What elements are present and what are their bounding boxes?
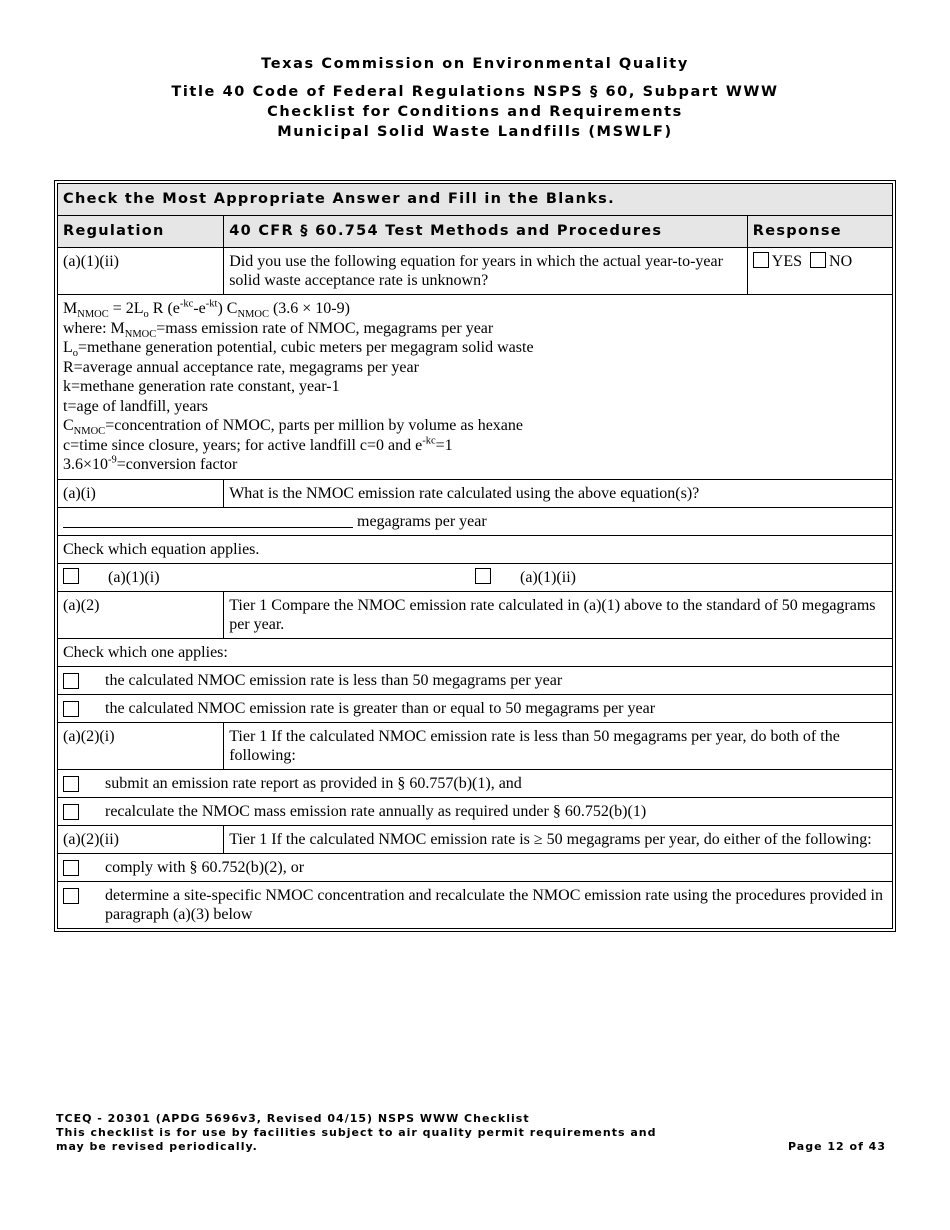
agency-name: Texas Commission on Environmental Quality bbox=[261, 56, 689, 72]
comply-label: comply with § 60.752(b)(2), or bbox=[105, 858, 305, 876]
yes-label: YES bbox=[771, 253, 803, 270]
a1ii-label: (a)(1)(ii) bbox=[520, 568, 576, 586]
row-a1ii bbox=[58, 248, 893, 295]
where-line: where: $M_{NMOC}=mass$ emission rate of NMOC, megagrams per year bbox=[63, 319, 494, 340]
col-response: Response bbox=[747, 216, 892, 248]
check-equation-row bbox=[58, 535, 893, 563]
option-greater-row bbox=[58, 694, 893, 722]
submit-checkbox[interactable] bbox=[63, 776, 79, 792]
col-regulation: Regulation bbox=[58, 216, 224, 248]
a1i-checkbox[interactable] bbox=[63, 568, 79, 584]
yes-checkbox[interactable] bbox=[753, 252, 769, 268]
conversion-line: $3.6\times 10^{-9}=conversion$ factor bbox=[63, 454, 238, 473]
option-less-row bbox=[58, 666, 893, 694]
lo-line: $L_o=methane$ generation potential, cubic meters per megagram solid waste bbox=[63, 339, 534, 360]
option-comply-row bbox=[58, 853, 893, 881]
no-label: NO bbox=[829, 253, 853, 270]
reg-a1ii: (a)(1)(ii) bbox=[58, 248, 224, 295]
k-line: k=methane generation rate constant, year-1 bbox=[63, 378, 340, 395]
checklist-table bbox=[57, 183, 893, 929]
equation-options-cell bbox=[58, 563, 893, 591]
option-recalc-row bbox=[58, 797, 893, 825]
column-header-row bbox=[58, 216, 893, 248]
no-checkbox[interactable] bbox=[810, 252, 826, 268]
row-a2ii bbox=[58, 825, 893, 853]
determine-label: determine a site-specific NMOC concentration and recalculate the NMOC emission rate using the procedures provided in paragraph (a)(3) below bbox=[105, 886, 883, 923]
submit-label: submit an emission rate report as provided in § 60.757(b)(1), and bbox=[105, 774, 522, 792]
r-line: R=average annual acceptance rate, megagrams per year bbox=[63, 358, 419, 376]
emission-rate-blank[interactable] bbox=[63, 513, 353, 528]
row-ai bbox=[58, 479, 893, 507]
col-methods: 40 CFR § 60.754 Test Methods and Procedures bbox=[224, 216, 748, 248]
page-header bbox=[0, 56, 950, 142]
less-checkbox[interactable] bbox=[63, 673, 79, 689]
greater-checkbox[interactable] bbox=[63, 701, 79, 717]
emission-rate-row bbox=[58, 507, 893, 535]
a1i-label: (a)(1)(i) bbox=[108, 568, 160, 586]
row-a2i bbox=[58, 722, 893, 769]
title-line-1: Title 40 Code of Federal Regulations NSPS § 60, Subpart WWW bbox=[171, 84, 779, 100]
recalc-checkbox[interactable] bbox=[63, 804, 79, 820]
text-a2: Tier 1 Compare the NMOC emission rate calculated in (a)(1) above to the standard of 50 megagrams per year. bbox=[224, 591, 893, 638]
check-equation-label: Check which equation applies. bbox=[58, 535, 893, 563]
banner: Check the Most Appropriate Answer and Fill in the Blanks. bbox=[58, 184, 893, 216]
equation-line: $M_{NMOC} = 2L_o$ R $(e^{-kc}-e^{-kt})$ $C_{NMOC}$ (3.6 × 10-9) bbox=[63, 298, 350, 321]
text-a2i: Tier 1 If the calculated NMOC emission rate is less than 50 megagrams per year, do both of the following: bbox=[224, 722, 893, 769]
response-a1ii bbox=[747, 248, 892, 295]
title-line-2: Checklist for Conditions and Requirements bbox=[267, 104, 683, 120]
t-line: t=age of landfill, years bbox=[63, 397, 208, 415]
determine-checkbox[interactable] bbox=[63, 888, 79, 904]
check-one-row bbox=[58, 638, 893, 666]
reg-a2ii: (a)(2)(ii) bbox=[58, 825, 224, 853]
row-a2 bbox=[58, 591, 893, 638]
reg-ai: (a)(i) bbox=[58, 479, 224, 507]
closure-line: c=time since closure, years; for active landfill c=0 and $e^{-kc}=1$ bbox=[63, 435, 453, 454]
recalc-label: recalculate the NMOC mass emission rate annually as required under § 60.752(b)(1) bbox=[105, 802, 647, 820]
footer-line-3: may be revised periodically. bbox=[56, 1140, 258, 1153]
a1ii-checkbox[interactable] bbox=[475, 568, 491, 584]
text-a2ii: Tier 1 If the calculated NMOC emission rate is ≥ 50 megagrams per year, do either of the following: bbox=[224, 825, 893, 853]
reg-a2i: (a)(2)(i) bbox=[58, 722, 224, 769]
less-label: the calculated NMOC emission rate is less than 50 megagrams per year bbox=[105, 671, 563, 689]
equation-block bbox=[58, 295, 893, 480]
emission-rate-cell bbox=[58, 507, 893, 535]
banner-row bbox=[58, 184, 893, 216]
text-ai: What is the NMOC emission rate calculated using the above equation(s)? bbox=[224, 479, 893, 507]
reg-a2: (a)(2) bbox=[58, 591, 224, 638]
c-line: $C_{NMOC}=concentration$ of NMOC, parts per million by volume as hexane bbox=[63, 417, 523, 438]
option-submit-row bbox=[58, 769, 893, 797]
page-footer bbox=[56, 1112, 656, 1154]
equation-row bbox=[58, 295, 893, 480]
footer-line-1: TCEQ - 20301 (APDG 5696v3, Revised 04/15) NSPS WWW Checklist bbox=[56, 1112, 530, 1125]
option-determine-row bbox=[58, 881, 893, 928]
title-line-3: Municipal Solid Waste Landfills (MSWLF) bbox=[277, 124, 673, 140]
checklist-frame bbox=[54, 180, 896, 932]
unit-label: megagrams per year bbox=[357, 512, 487, 530]
page-number: Page 12 of 43 bbox=[788, 1140, 886, 1153]
text-a1ii: Did you use the following equation for years in which the actual year-to-year solid waste acceptance rate is unknown? bbox=[224, 248, 748, 295]
comply-checkbox[interactable] bbox=[63, 860, 79, 876]
equation-options-row bbox=[58, 563, 893, 591]
footer-line-2: This checklist is for use by facilities subject to air quality permit requirements and bbox=[56, 1126, 657, 1139]
greater-label: the calculated NMOC emission rate is greater than or equal to 50 megagrams per year bbox=[105, 699, 656, 717]
check-one-label: Check which one applies: bbox=[58, 638, 893, 666]
